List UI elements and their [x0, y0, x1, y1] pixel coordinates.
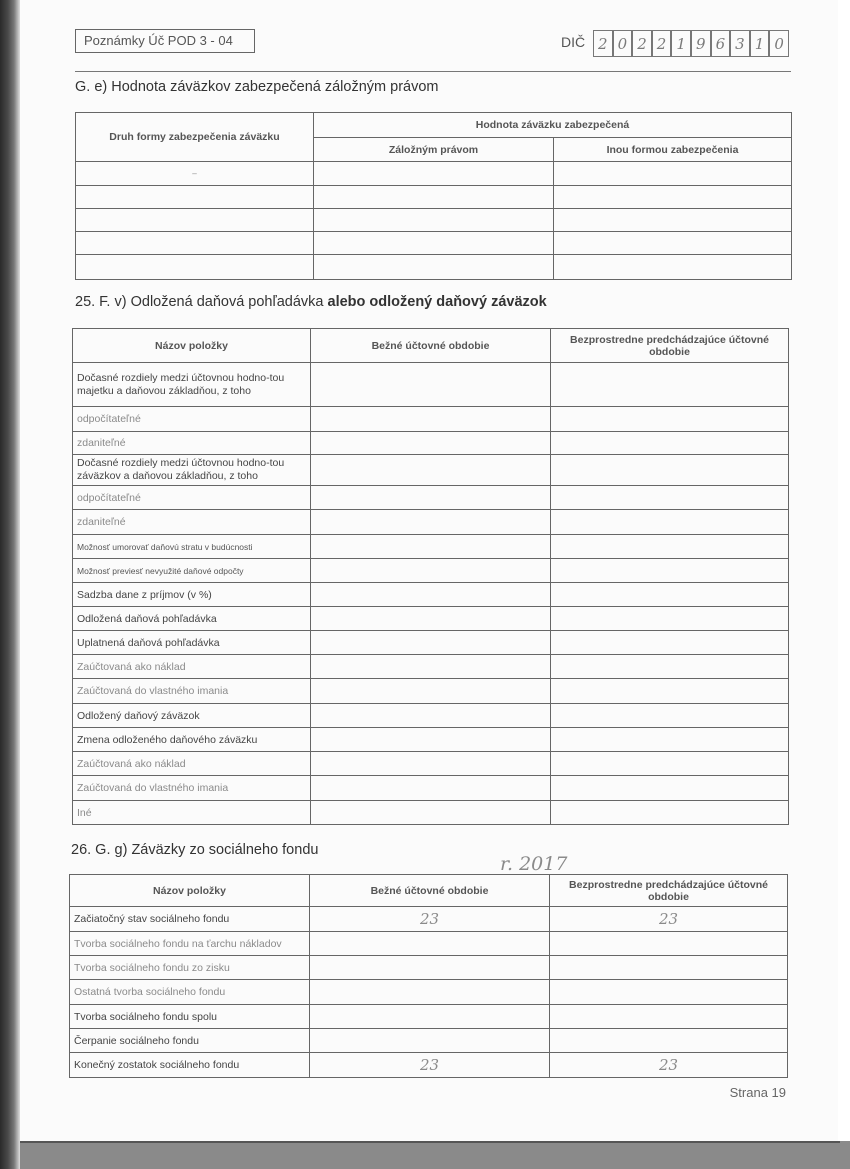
value-current: 23 [310, 1053, 550, 1078]
row-label: Odložená daňová pohľadávka [73, 607, 311, 631]
value-previous: 23 [550, 907, 788, 932]
table-cell [551, 728, 789, 752]
page-bottom-edge [20, 1141, 850, 1169]
dic-digit: 1 [671, 30, 691, 57]
table-cell [311, 559, 551, 583]
table-cell [551, 486, 789, 510]
row-label: Zaúčtovaná do vlastného imania [73, 679, 311, 704]
row-label: Sadzba dane z príjmov (v %) [73, 583, 311, 607]
year-note-handwritten: r. 2017 [500, 853, 568, 875]
table-cell [76, 209, 314, 232]
table-cell [551, 631, 789, 655]
dic-digit: 0 [769, 30, 789, 57]
table-cell [551, 704, 789, 728]
dic-digit: 2 [652, 30, 672, 57]
row-label: Zmena odloženého daňového záväzku [73, 728, 311, 752]
table-cell [311, 510, 551, 535]
row-label: Konečný zostatok sociálneho fondu [70, 1053, 310, 1078]
table-cell [551, 607, 789, 631]
col-header-name: Názov položky [73, 329, 311, 363]
value-current [310, 1005, 550, 1029]
notes-label: Poznámky Úč POD 3 - 04 [75, 29, 255, 53]
section-26-table [69, 874, 788, 1078]
table-cell [311, 486, 551, 510]
table-cell [311, 607, 551, 631]
row-label: Zaúčtovaná ako náklad [73, 655, 311, 679]
row-label: Zaúčtovaná do vlastného imania [73, 776, 311, 801]
table-cell [551, 363, 789, 407]
table-cell [551, 432, 789, 455]
row-label: Iné [73, 801, 311, 825]
row-label: Začiatočný stav sociálneho fondu [70, 907, 310, 932]
col-header-previous: Bezprostredne predchádzajúce účtovné obdobie [550, 875, 788, 907]
table-cell [311, 655, 551, 679]
table-cell: – [76, 162, 314, 186]
header-rule [75, 71, 791, 72]
section-g-title: G. e) Hodnota záväzkov zabezpečená záložným právom [75, 79, 439, 95]
section-25-title [75, 294, 547, 310]
row-label: zdaniteľné [73, 510, 311, 535]
col-header-other: Inou formou zabezpečenia [554, 138, 792, 162]
table-cell [76, 232, 314, 255]
value-previous: 23 [550, 1053, 788, 1078]
table-cell [311, 363, 551, 407]
value-current: 23 [310, 907, 550, 932]
row-label: Tvorba sociálneho fondu spolu [70, 1005, 310, 1029]
table-cell [311, 728, 551, 752]
section-g-table [75, 112, 792, 280]
value-current [310, 932, 550, 956]
table-cell [311, 704, 551, 728]
row-label: Odložený daňový záväzok [73, 704, 311, 728]
col-header-group: Hodnota záväzku zabezpečená [314, 113, 792, 138]
col-header-type: Druh formy zabezpečenia záväzku [76, 113, 314, 162]
table-cell [311, 455, 551, 486]
table-cell [311, 679, 551, 704]
row-label: Uplatnená daňová pohľadávka [73, 631, 311, 655]
table-cell [551, 583, 789, 607]
table-cell [311, 752, 551, 776]
table-cell [551, 679, 789, 704]
binding-edge [0, 0, 20, 1169]
row-label: odpočítateľné [73, 486, 311, 510]
col-header-current: Bežné účtovné obdobie [310, 875, 550, 907]
page-number: Strana 19 [729, 1085, 786, 1100]
table-cell [551, 535, 789, 559]
dic-boxes [593, 30, 789, 57]
section-26-title: 26. G. g) Záväzky zo sociálneho fondu [71, 842, 319, 858]
table-cell [551, 407, 789, 432]
table-cell [551, 455, 789, 486]
table-cell [311, 432, 551, 455]
value-current [310, 980, 550, 1005]
value-previous [550, 1005, 788, 1029]
row-label: zdaniteľné [73, 432, 311, 455]
row-label: Tvorba sociálneho fondu na ťarchu nákladov [70, 932, 310, 956]
table-cell [311, 801, 551, 825]
table-cell [314, 162, 554, 186]
dic-digit: 2 [632, 30, 652, 57]
table-cell [551, 510, 789, 535]
col-header-current: Bežné účtovné obdobie [311, 329, 551, 363]
table-cell [554, 232, 792, 255]
dic-digit: 2 [593, 30, 613, 57]
col-header-name: Názov položky [70, 875, 310, 907]
table-cell [76, 186, 314, 209]
section-25-table [72, 328, 789, 825]
value-current [310, 1029, 550, 1053]
value-previous [550, 1029, 788, 1053]
page-right-margin [838, 0, 850, 1169]
table-cell [314, 209, 554, 232]
table-cell [76, 255, 314, 280]
col-header-lien: Záložným právom [314, 138, 554, 162]
dic-digit: 6 [711, 30, 731, 57]
table-cell [551, 655, 789, 679]
table-cell [311, 583, 551, 607]
row-label: Čerpanie sociálneho fondu [70, 1029, 310, 1053]
row-label: Tvorba sociálneho fondu zo zisku [70, 956, 310, 980]
dic-digit: 3 [730, 30, 750, 57]
table-cell [554, 186, 792, 209]
dic-digit: 1 [750, 30, 770, 57]
table-cell [311, 776, 551, 801]
table-cell [311, 631, 551, 655]
dic-digit: 9 [691, 30, 711, 57]
table-cell [554, 162, 792, 186]
value-previous [550, 932, 788, 956]
table-cell [314, 232, 554, 255]
table-cell [551, 559, 789, 583]
section-25-title-rest: alebo odložený daňový záväzok [323, 294, 547, 310]
section-25-title-main: 25. F. v) Odložená daňová pohľadávka [75, 294, 324, 310]
row-label: Možnosť previesť nevyužité daňové odpočty [73, 559, 311, 583]
value-previous [550, 980, 788, 1005]
value-current [310, 956, 550, 980]
table-cell [311, 407, 551, 432]
row-label: odpočítateľné [73, 407, 311, 432]
table-cell [554, 209, 792, 232]
col-header-previous: Bezprostredne predchádzajúce účtovné obdobie [551, 329, 789, 363]
table-cell [311, 535, 551, 559]
table-cell [551, 776, 789, 801]
row-label: Možnosť umorovať daňovú stratu v budúcnosti [73, 535, 311, 559]
row-label: Ostatná tvorba sociálneho fondu [70, 980, 310, 1005]
dic-label: DIČ [561, 34, 586, 50]
table-cell [551, 801, 789, 825]
row-label: Dočasné rozdiely medzi účtovnou hodno-tou záväzkov a daňovou základňou, z toho [73, 455, 311, 486]
dic-digit: 0 [613, 30, 633, 57]
table-cell [551, 752, 789, 776]
row-label: Dočasné rozdiely medzi účtovnou hodno-tou majetku a daňovou základňou, z toho [73, 363, 311, 407]
table-cell [554, 255, 792, 280]
row-label: Zaúčtovaná ako náklad [73, 752, 311, 776]
table-cell [314, 255, 554, 280]
value-previous [550, 956, 788, 980]
table-cell [314, 186, 554, 209]
